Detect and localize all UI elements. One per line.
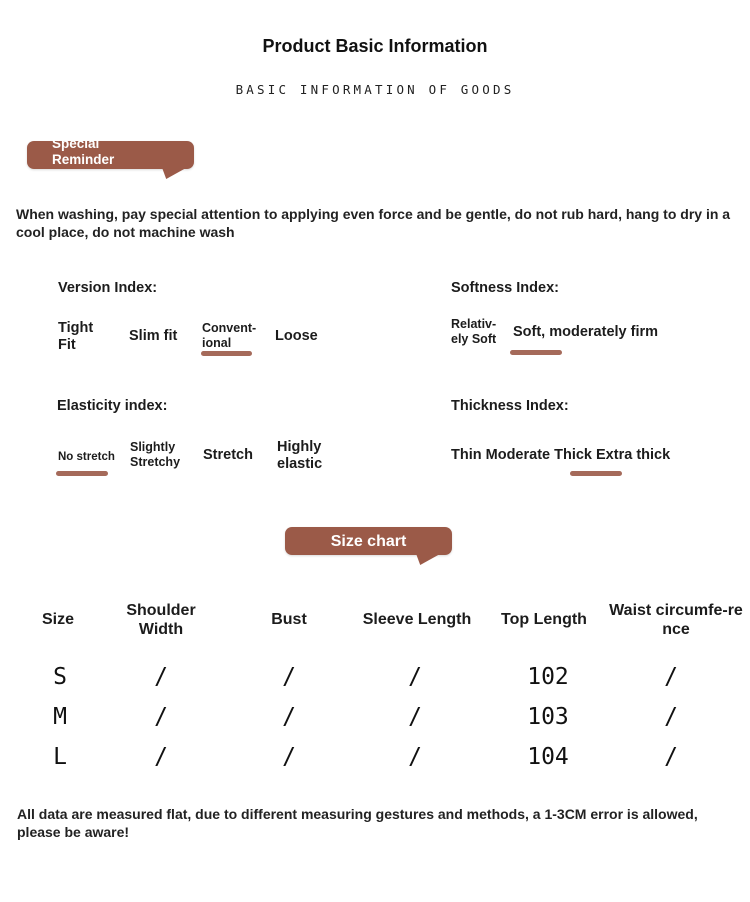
softness-selected-marker — [510, 350, 562, 355]
cell-bust: / — [282, 704, 296, 730]
elasticity-option-stretch: Stretch — [203, 447, 253, 463]
cell-bust: / — [282, 664, 296, 690]
elasticity-index-label: Elasticity index: — [57, 398, 168, 414]
badge-tail — [156, 167, 188, 179]
header-size: Size — [41, 611, 74, 628]
cell-top-length: 104 — [527, 744, 569, 770]
thickness-options: Thin Moderate Thick Extra thick — [451, 447, 671, 463]
cell-waist: / — [664, 664, 678, 690]
special-reminder-badge — [27, 136, 194, 169]
softness-index-label: Softness Index: — [451, 280, 559, 296]
thickness-selected-marker — [570, 471, 622, 476]
washing-instructions: When washing, pay special attention to applying even force and be gentle, do not rub hard, hang to dry in a cool place, do not machine wash — [16, 206, 731, 240]
thickness-index-label: Thickness Index: — [451, 398, 569, 414]
cell-size: S — [53, 664, 67, 690]
cell-shoulder: / — [154, 664, 168, 690]
version-index-label: Version Index: — [58, 280, 158, 296]
elasticity-option-no-stretch: No stretch — [58, 451, 115, 463]
measurement-disclaimer: All data are measured flat, due to different measuring gestures and methods, a 1-3CM error is allowed, please be aware! — [17, 806, 698, 840]
badge-line-2: Reminder — [52, 152, 115, 167]
cell-waist: / — [664, 704, 678, 730]
cell-top-length: 103 — [527, 704, 569, 730]
version-option-tight-fit: Tight Fit — [58, 320, 94, 353]
softness-option-relatively-soft: Relativ-ely Soft — [451, 317, 497, 346]
elasticity-option-slightly-stretchy: Slightly Stretchy — [130, 440, 181, 469]
elasticity-option-highly-elastic: Highly elastic — [277, 439, 323, 472]
cell-size: M — [53, 704, 67, 730]
cell-waist: / — [664, 744, 678, 770]
version-option-slim-fit: Slim fit — [129, 328, 178, 344]
version-option-conventional: Convent-ional — [202, 321, 257, 350]
badge-line-1: Special — [52, 136, 100, 151]
cell-shoulder: / — [154, 744, 168, 770]
header-shoulder-width: Shoulder Width — [126, 602, 196, 638]
header-bust: Bust — [271, 611, 307, 628]
banner-tail — [410, 553, 442, 565]
header-sleeve-length: Sleeve Length — [362, 611, 472, 628]
cell-sleeve: / — [408, 744, 422, 770]
softness-option-soft-moderately-firm: Soft, moderately firm — [513, 324, 659, 340]
header-top-length: Top Length — [501, 611, 587, 628]
cell-bust: / — [282, 744, 296, 770]
size-chart-banner — [285, 527, 452, 555]
header-waist-circumference: Waist circumfe-rence — [609, 602, 743, 638]
page-subtitle: BASIC INFORMATION OF GOODS — [235, 82, 515, 97]
cell-shoulder: / — [154, 704, 168, 730]
cell-size: L — [53, 744, 67, 770]
version-selected-marker — [201, 351, 252, 356]
page-title: Product Basic Information — [262, 36, 488, 56]
cell-top-length: 102 — [527, 664, 569, 690]
cell-sleeve: / — [408, 664, 422, 690]
elasticity-selected-marker — [56, 471, 108, 476]
version-option-loose: Loose — [275, 328, 318, 344]
cell-sleeve: / — [408, 704, 422, 730]
size-chart-banner-label: Size chart — [330, 533, 407, 550]
